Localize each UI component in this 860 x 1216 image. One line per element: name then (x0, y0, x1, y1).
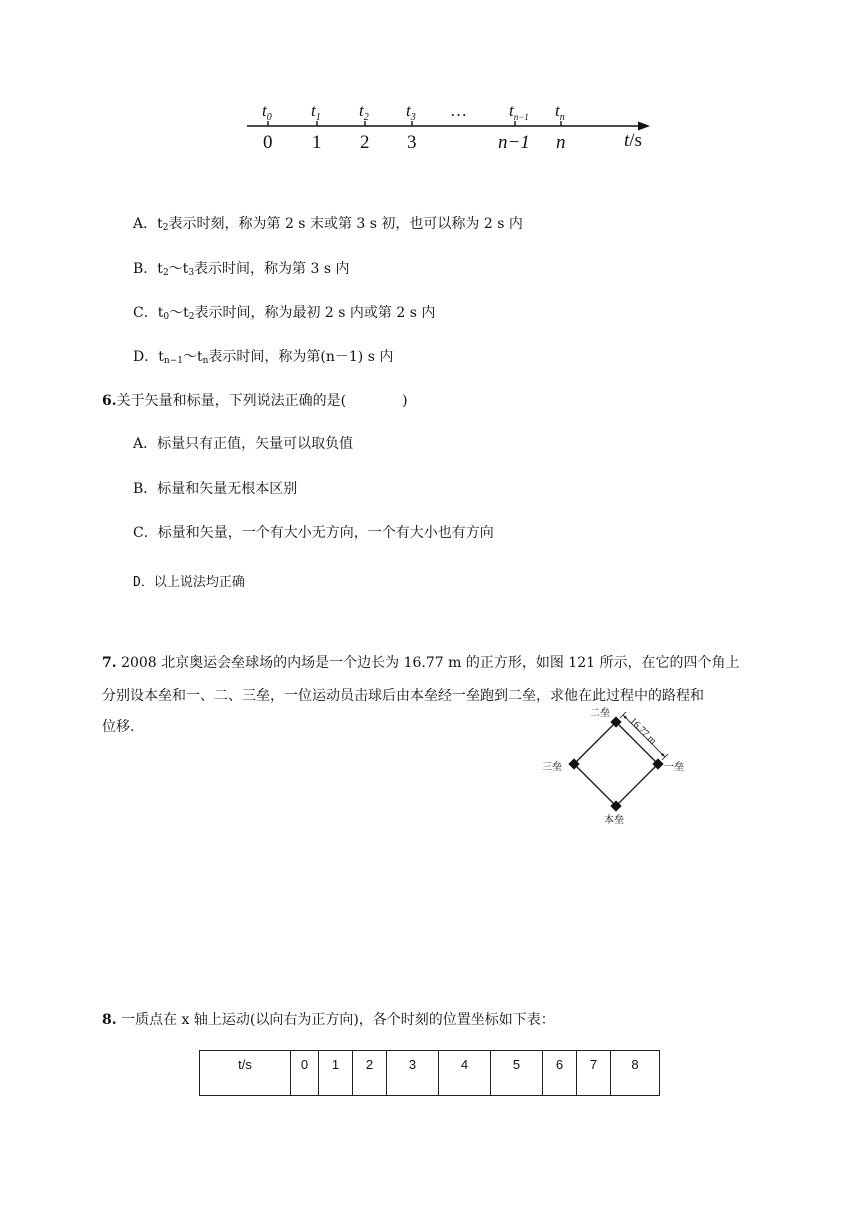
table-header-cell: 1 (319, 1051, 353, 1096)
q6-option-b: B．标量和矢量无根本区别 (133, 481, 298, 497)
table-header-cell: 6 (543, 1051, 577, 1096)
q7-line-3: 位移. (102, 719, 135, 735)
q5-option-d: D．$t_{n-1}\sim t_n$表示时间，称为第(n－1) s 内 (133, 349, 394, 366)
table-header-cell: 7 (577, 1051, 611, 1096)
table-header-cell: 4 (439, 1051, 491, 1096)
third-base-label: 三垒 (542, 762, 562, 773)
timeline-top-label: $t_n$ (555, 101, 565, 123)
timeline-top-label: $t_{n-1}$ (509, 101, 529, 122)
timeline-bottom-label: 3 (407, 132, 417, 153)
q8-stem: 8. 一质点在 x 轴上运动(以向右为正方向)，各个时刻的位置坐标如下表： (102, 1012, 555, 1028)
timeline-bottom-label: n−1 (498, 132, 530, 153)
q7-line-1: 7. 2008 北京奥运会垒球场的内场是一个边长为 16.77 m 的正方形，如图 121 所示，在它的四个角上 (102, 655, 740, 671)
q5-option-a: A．$t_2$表示时刻，称为第 2 s 末或第 3 s 初，也可以称为 2 s 内 (133, 216, 523, 233)
timeline-top-label: $t_0$ (262, 101, 272, 123)
timeline-ellipsis: … (450, 101, 467, 120)
table-row (200, 1051, 660, 1096)
timeline-top-label: $t_1$ (311, 101, 321, 123)
position-table (199, 1050, 660, 1096)
q5-option-b: B．$t_2\sim t_3$表示时间，称为第 3 s 内 (133, 261, 350, 278)
timeline-bottom-label: n (556, 132, 566, 153)
second-base-label: 二垒 (590, 708, 610, 719)
timeline-figure (240, 96, 660, 160)
timeline-bottom-label: 0 (263, 132, 273, 153)
baseball-diamond-figure (540, 700, 700, 830)
q6-option-a: A．标量只有正值，矢量可以取负值 (133, 436, 354, 452)
table-header-cell: 0 (291, 1051, 319, 1096)
side-length-label: 16.77 m (627, 715, 659, 747)
q5-option-c: C．$t_0\sim t_2$表示时间，称为最初 2 s 内或第 2 s 内 (133, 305, 436, 322)
q7-number: 7. (102, 655, 117, 671)
home-base-label: 本垒 (604, 815, 624, 826)
q6-number: 6. (102, 393, 117, 409)
q7-line-2: 分别设本垒和一、二、三垒，一位运动员击球后由本垒经一垒跑到二垒，求他在此过程中的路程和 (102, 688, 704, 704)
q6-stem: 6.关于矢量和标量，下列说法正确的是( ) (102, 393, 408, 409)
timeline-bottom-label: 1 (312, 132, 322, 153)
timeline-top-label: $t_2$ (359, 101, 369, 123)
table-header-cell: 2 (353, 1051, 387, 1096)
table-header-cell: t/s (200, 1051, 291, 1096)
q8-number: 8. (102, 1012, 117, 1028)
first-base-label: 一垒 (664, 762, 684, 773)
q6-option-d: D．以上说法均正确 (133, 575, 245, 590)
timeline-top-label: $t_3$ (406, 101, 416, 123)
timeline-bottom-label: 2 (360, 132, 370, 153)
timeline-axis-label: t/s (624, 130, 642, 151)
table-header-cell: 8 (611, 1051, 660, 1096)
table-header-cell: 3 (387, 1051, 439, 1096)
q6-option-c: C．标量和矢量，一个有大小无方向，一个有大小也有方向 (133, 525, 494, 541)
table-header-cell: 5 (491, 1051, 543, 1096)
